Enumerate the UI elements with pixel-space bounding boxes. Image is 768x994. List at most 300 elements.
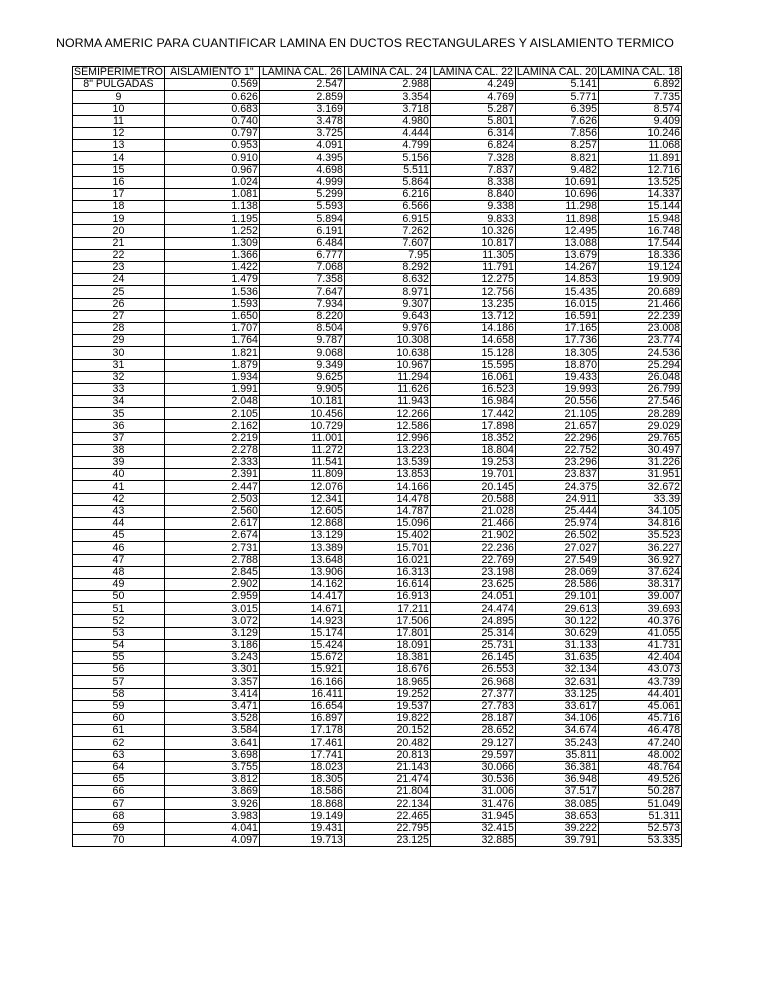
table-row	[73, 834, 682, 846]
table-cell: 5.299	[259, 188, 344, 200]
table-cell: 39	[73, 457, 165, 469]
table-cell: 68	[73, 810, 165, 822]
table-cell: 11.541	[259, 457, 344, 469]
table-cell: 14.186	[430, 322, 515, 334]
table-cell: 45.716	[598, 712, 681, 724]
table-row	[73, 578, 682, 590]
table-cell: 16.021	[344, 554, 430, 566]
table-cell: 9.307	[344, 298, 430, 310]
table-cell: 14.162	[259, 578, 344, 590]
table-cell: 2.845	[164, 566, 259, 578]
table-row	[73, 298, 682, 310]
table-cell: 2.859	[259, 91, 344, 103]
table-cell: 62	[73, 737, 165, 749]
table-row	[73, 335, 682, 347]
table-cell: 15.595	[430, 359, 515, 371]
table-cell: 3.186	[164, 639, 259, 651]
table-cell: 22.296	[515, 432, 598, 444]
table-cell: 2.731	[164, 542, 259, 554]
table-row	[73, 201, 682, 213]
table-cell: 17.736	[515, 335, 598, 347]
table-cell: 30.122	[515, 615, 598, 627]
table-cell: 5.864	[344, 176, 430, 188]
table-cell: 25.314	[430, 627, 515, 639]
table-cell: 10	[73, 103, 165, 115]
table-cell: 6.191	[259, 225, 344, 237]
table-row	[73, 237, 682, 249]
table-cell: 12.605	[259, 505, 344, 517]
table-row	[73, 530, 682, 542]
table-cell: 28.289	[598, 408, 681, 420]
table-cell: 2.048	[164, 396, 259, 408]
table-cell: 13.679	[515, 249, 598, 261]
table-row	[73, 432, 682, 444]
table-row	[73, 688, 682, 700]
table-cell: 18.586	[259, 786, 344, 798]
table-cell: 24.051	[430, 591, 515, 603]
table-cell: 0.740	[164, 115, 259, 127]
table-cell: 19.431	[259, 822, 344, 834]
table-cell: 43.739	[598, 676, 681, 688]
table-cell: 32.885	[430, 834, 515, 846]
table-cell: 6.484	[259, 237, 344, 249]
table-cell: 34.106	[515, 712, 598, 724]
table-cell: 1.422	[164, 262, 259, 274]
table-cell: 36	[73, 420, 165, 432]
table-cell: 7.934	[259, 298, 344, 310]
table-row	[73, 262, 682, 274]
header-lamina-cal-22: LAMINA CAL. 22	[430, 67, 515, 79]
table-cell: 42.404	[598, 652, 681, 664]
table-cell: 13.525	[598, 176, 681, 188]
table-cell: 7.647	[259, 286, 344, 298]
table-cell: 22.752	[515, 444, 598, 456]
table-cell: 3.718	[344, 103, 430, 115]
table-cell: 7.607	[344, 237, 430, 249]
table-cell: 31	[73, 359, 165, 371]
table-cell: 2.219	[164, 432, 259, 444]
table-row	[73, 737, 682, 749]
table-cell: 2.391	[164, 469, 259, 481]
table-cell: 15.948	[598, 213, 681, 225]
table-cell: 1.024	[164, 176, 259, 188]
table-cell: 4.097	[164, 834, 259, 846]
table-cell: 22.795	[344, 822, 430, 834]
table-cell: 35.811	[515, 749, 598, 761]
header-lamina-cal-24: LAMINA CAL. 24	[344, 67, 430, 79]
table-row	[73, 176, 682, 188]
table-cell: 60	[73, 712, 165, 724]
table-cell: 3.357	[164, 676, 259, 688]
table-cell: 16.984	[430, 396, 515, 408]
table-row	[73, 225, 682, 237]
table-cell: 18.965	[344, 676, 430, 688]
table-cell: 14.478	[344, 493, 430, 505]
table-cell: 8.821	[515, 152, 598, 164]
table-cell: 20.152	[344, 725, 430, 737]
table-cell: 19.701	[430, 469, 515, 481]
table-cell: 1.707	[164, 322, 259, 334]
table-cell: 26.799	[598, 383, 681, 395]
table-cell: 4.799	[344, 140, 430, 152]
table-cell: 8.338	[430, 176, 515, 188]
table-cell: 17.741	[259, 749, 344, 761]
table-cell: 12.495	[515, 225, 598, 237]
table-cell: 21.105	[515, 408, 598, 420]
table-cell: 3.129	[164, 627, 259, 639]
table-cell: 20.556	[515, 396, 598, 408]
table-cell: 22.239	[598, 310, 681, 322]
table-cell: 5.894	[259, 213, 344, 225]
table-cell: 17.461	[259, 737, 344, 749]
table-cell: 19.713	[259, 834, 344, 846]
table-cell: 4.395	[259, 152, 344, 164]
table-cell: 37.517	[515, 786, 598, 798]
table-cell: 21.804	[344, 786, 430, 798]
table-cell: 18	[73, 201, 165, 213]
table-cell: 12.076	[259, 481, 344, 493]
table-cell: 31.006	[430, 786, 515, 798]
table-cell: 1.479	[164, 274, 259, 286]
table-cell: 19.252	[344, 688, 430, 700]
table-cell: 26.502	[515, 530, 598, 542]
table-cell: 10.691	[515, 176, 598, 188]
table-cell: 12.868	[259, 517, 344, 529]
table-cell: 1.879	[164, 359, 259, 371]
table-row	[73, 652, 682, 664]
table-cell: 10.308	[344, 335, 430, 347]
table-cell: 52	[73, 615, 165, 627]
table-cell: 33.39	[598, 493, 681, 505]
table-cell: 11.294	[344, 371, 430, 383]
table-cell: 2.447	[164, 481, 259, 493]
table-cell: 46.478	[598, 725, 681, 737]
table-cell: 30	[73, 347, 165, 359]
table-cell: 0.967	[164, 164, 259, 176]
table-cell: 18.870	[515, 359, 598, 371]
table-cell: 10.638	[344, 347, 430, 359]
table-row	[73, 700, 682, 712]
table-cell: 7.358	[259, 274, 344, 286]
table-cell: 19.909	[598, 274, 681, 286]
table-cell: 9.349	[259, 359, 344, 371]
table-cell: 2.902	[164, 578, 259, 590]
table-cell: 6.915	[344, 213, 430, 225]
header-lamina-cal-18: LAMINA CAL. 18	[599, 66, 681, 79]
table-cell: 24	[73, 274, 165, 286]
table-cell: 3.478	[259, 115, 344, 127]
table-cell: 36.227	[598, 542, 681, 554]
table-cell: 40	[73, 469, 165, 481]
table-cell: 42	[73, 493, 165, 505]
table-cell: 10.967	[344, 359, 430, 371]
table-cell: 9.338	[430, 201, 515, 213]
table-cell: 16.061	[430, 371, 515, 383]
table-cell: 4.444	[344, 127, 430, 139]
table-cell: 11.898	[515, 213, 598, 225]
table-cell: 1.764	[164, 335, 259, 347]
table-cell: 17.178	[259, 725, 344, 737]
table-cell: 39.222	[515, 822, 598, 834]
table-cell: 19.433	[515, 371, 598, 383]
table-cell: 30.629	[515, 627, 598, 639]
table-cell: 17.801	[344, 627, 430, 639]
table-cell: 13.088	[515, 237, 598, 249]
table-row	[73, 810, 682, 822]
table-cell: 36.927	[598, 554, 681, 566]
table-row	[73, 274, 682, 286]
table-cell: 53.335	[598, 834, 681, 846]
table-cell: 1.366	[164, 249, 259, 261]
table-cell: 0.683	[164, 103, 259, 115]
table-cell: 24.911	[515, 493, 598, 505]
table-cell: 6.566	[344, 201, 430, 213]
table-cell: 14.923	[259, 615, 344, 627]
table-cell: 4.980	[344, 115, 430, 127]
table-cell: 22.769	[430, 554, 515, 566]
table-cell: 44.401	[598, 688, 681, 700]
table-cell: 67	[73, 798, 165, 810]
table-cell: 6.395	[515, 103, 598, 115]
table-row	[73, 822, 682, 834]
table-cell: 17.442	[430, 408, 515, 420]
table-cell: 9.643	[344, 310, 430, 322]
table-row	[73, 505, 682, 517]
document-title: NORMA AMERIC PARA CUANTIFICAR LAMINA EN DUCTOS RECTANGULARES Y AISLAMIENTO TERMICO	[55, 36, 674, 50]
table-cell: 20.145	[430, 481, 515, 493]
table-cell: 34.674	[515, 725, 598, 737]
table-cell: 8.504	[259, 322, 344, 334]
table-cell: 30.497	[598, 444, 681, 456]
table-cell: 1.309	[164, 237, 259, 249]
table-cell: 0.626	[164, 91, 259, 103]
table-row	[73, 286, 682, 298]
table-cell: 5.593	[259, 201, 344, 213]
table-cell: 20.588	[430, 493, 515, 505]
table-cell: 14.166	[344, 481, 430, 493]
table-cell: 29.765	[598, 432, 681, 444]
table-cell: 18.305	[515, 347, 598, 359]
table-cell: 14	[73, 152, 165, 164]
table-cell: 59	[73, 700, 165, 712]
table-cell: 3.641	[164, 737, 259, 749]
table-cell: 16.523	[430, 383, 515, 395]
table-cell: 52.573	[598, 822, 681, 834]
table-cell: 3.301	[164, 664, 259, 676]
table-cell: 18.868	[259, 798, 344, 810]
table-cell: 33.617	[515, 700, 598, 712]
table-cell: 4.769	[430, 91, 515, 103]
table-cell: 16.614	[344, 578, 430, 590]
table-cell: 25.444	[515, 505, 598, 517]
table-cell: 31.951	[598, 469, 681, 481]
table-cell: 17.506	[344, 615, 430, 627]
table-cell: 11.626	[344, 383, 430, 395]
table-cell: 3.755	[164, 761, 259, 773]
table-cell: 18.091	[344, 639, 430, 651]
table-cell: 39.007	[598, 591, 681, 603]
table-cell: 23.296	[515, 457, 598, 469]
table-row	[73, 554, 682, 566]
table-cell: 29.029	[598, 420, 681, 432]
table-row	[73, 115, 682, 127]
table-row	[73, 420, 682, 432]
table-cell: 31.226	[598, 457, 681, 469]
table-cell: 9	[73, 91, 165, 103]
table-cell: 19	[73, 213, 165, 225]
table-cell: 27.549	[515, 554, 598, 566]
table-row	[73, 493, 682, 505]
table-cell: 65	[73, 773, 165, 785]
table-cell: 5.141	[515, 79, 598, 91]
header-aislamiento: AISLAMIENTO 1"	[164, 67, 259, 79]
table-cell: 19.253	[430, 457, 515, 469]
table-cell: 24.536	[598, 347, 681, 359]
table-cell: 43	[73, 505, 165, 517]
table-row	[73, 140, 682, 152]
table-cell: 25.731	[430, 639, 515, 651]
table-cell: 2.959	[164, 591, 259, 603]
table-cell: 22	[73, 249, 165, 261]
table-cell: 13.906	[259, 566, 344, 578]
table-cell: 30.536	[430, 773, 515, 785]
table-cell: 69	[73, 822, 165, 834]
table-cell: 24.895	[430, 615, 515, 627]
table-cell: 12.586	[344, 420, 430, 432]
table-cell: 11.809	[259, 469, 344, 481]
table-cell: 3.072	[164, 615, 259, 627]
table-row	[73, 603, 682, 615]
table-row	[73, 213, 682, 225]
table-cell: 16.166	[259, 676, 344, 688]
table-row	[73, 749, 682, 761]
table-cell: 9.833	[430, 213, 515, 225]
table-cell: 15	[73, 164, 165, 176]
lamina-table	[72, 66, 682, 847]
table-cell: 16.748	[598, 225, 681, 237]
table-cell: 11.272	[259, 444, 344, 456]
table-cell: 41.055	[598, 627, 681, 639]
table-cell: 14.787	[344, 505, 430, 517]
table-cell: 36.948	[515, 773, 598, 785]
table-cell: 16.913	[344, 591, 430, 603]
table-cell: 13.235	[430, 298, 515, 310]
table-cell: 23.125	[344, 834, 430, 846]
table-cell: 11.943	[344, 396, 430, 408]
table-cell: 9.482	[515, 164, 598, 176]
table-cell: 8.840	[430, 188, 515, 200]
table-cell: 54	[73, 639, 165, 651]
table-cell: 27	[73, 310, 165, 322]
table-cell: 28.187	[430, 712, 515, 724]
table-cell: 41	[73, 481, 165, 493]
table-cell: 6.314	[430, 127, 515, 139]
table-cell: 22.236	[430, 542, 515, 554]
table-cell: 11.305	[430, 249, 515, 261]
table-cell: 61	[73, 725, 165, 737]
table-cell: 9.787	[259, 335, 344, 347]
table-cell: 21.474	[344, 773, 430, 785]
table-cell: 8.971	[344, 286, 430, 298]
table-cell: 9.625	[259, 371, 344, 383]
table-cell: 28.652	[430, 725, 515, 737]
table-cell: 10.246	[598, 127, 681, 139]
table-cell: 29.597	[430, 749, 515, 761]
table-cell: 3.584	[164, 725, 259, 737]
table-cell: 7.262	[344, 225, 430, 237]
table-cell: 23	[73, 262, 165, 274]
table-cell: 32.672	[598, 481, 681, 493]
table-row	[73, 164, 682, 176]
table-row	[73, 725, 682, 737]
table-cell: 21	[73, 237, 165, 249]
table-cell: 26.968	[430, 676, 515, 688]
table-cell: 3.414	[164, 688, 259, 700]
table-cell: 10.181	[259, 396, 344, 408]
table-cell: 39.693	[598, 603, 681, 615]
table-cell: 16.411	[259, 688, 344, 700]
table-cell: 19.993	[515, 383, 598, 395]
table-cell: 10.696	[515, 188, 598, 200]
table-cell: 2.162	[164, 420, 259, 432]
table-cell: 8.257	[515, 140, 598, 152]
table-cell: 15.672	[259, 652, 344, 664]
table-cell: 0.797	[164, 127, 259, 139]
table-cell: 31.945	[430, 810, 515, 822]
table-cell: 16.591	[515, 310, 598, 322]
table-row	[73, 383, 682, 395]
table-cell: 27.027	[515, 542, 598, 554]
table-cell: 15.096	[344, 517, 430, 529]
table-cell: 23.198	[430, 566, 515, 578]
table-cell: 8.574	[598, 103, 681, 115]
table-cell: 20.482	[344, 737, 430, 749]
table-cell: 29.127	[430, 737, 515, 749]
table-row	[73, 127, 682, 139]
table-cell: 35	[73, 408, 165, 420]
table-cell: 14.337	[598, 188, 681, 200]
table-cell: 38	[73, 444, 165, 456]
table-row	[73, 676, 682, 688]
table-cell: 28.069	[515, 566, 598, 578]
table-row	[73, 798, 682, 810]
table-cell: 4.041	[164, 822, 259, 834]
table-row	[73, 91, 682, 103]
table-cell: 27.783	[430, 700, 515, 712]
table-row	[73, 664, 682, 676]
table-cell: 53	[73, 627, 165, 639]
table-cell: 58	[73, 688, 165, 700]
table-cell: 34.816	[598, 517, 681, 529]
table-cell: 33.125	[515, 688, 598, 700]
table-cell: 12.996	[344, 432, 430, 444]
table-cell: 49.526	[598, 773, 681, 785]
table-cell: 3.983	[164, 810, 259, 822]
table-cell: 2.988	[344, 79, 430, 91]
table-cell: 28.586	[515, 578, 598, 590]
table-cell: 46	[73, 542, 165, 554]
table-cell: 5.287	[430, 103, 515, 115]
table-cell: 2.333	[164, 457, 259, 469]
table-cell: 1.650	[164, 310, 259, 322]
table-cell: 32	[73, 371, 165, 383]
table-cell: 13.389	[259, 542, 344, 554]
table-cell: 50	[73, 591, 165, 603]
table-cell: 15.424	[259, 639, 344, 651]
table-cell: 63	[73, 749, 165, 761]
table-cell: 38.653	[515, 810, 598, 822]
table-cell: 34.105	[598, 505, 681, 517]
